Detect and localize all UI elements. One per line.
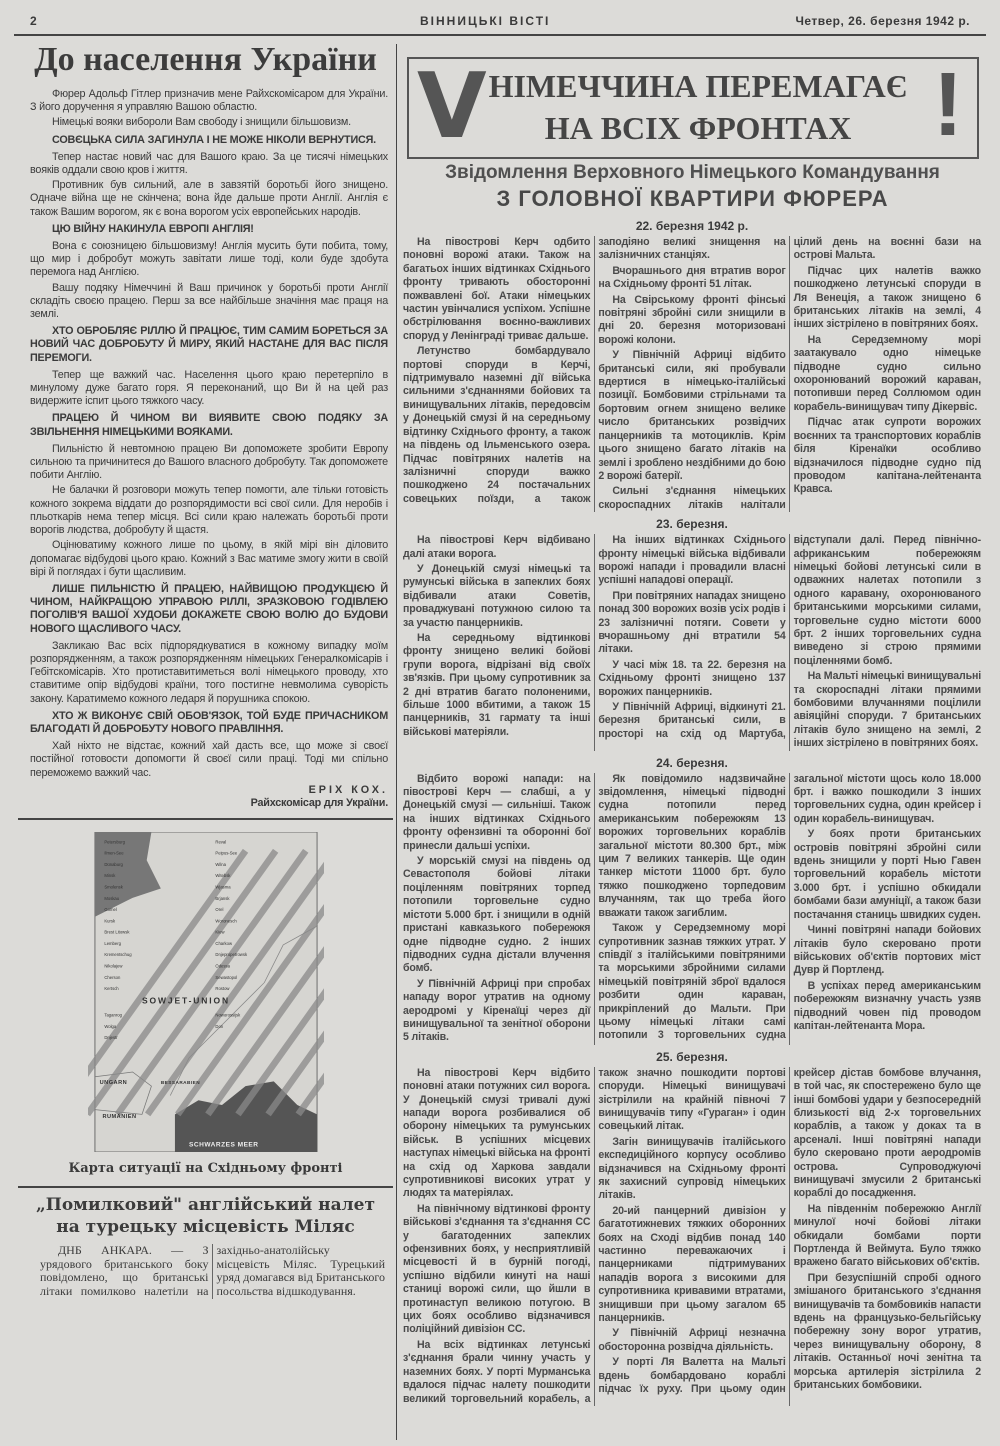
news-title-line1: „Помилковий" англійський налет (36, 1195, 375, 1216)
map-caption: Карта ситуації на Східньому фронті (68, 1161, 343, 1177)
map-label: UNGARN (99, 1080, 128, 1087)
report-section-22 (403, 236, 981, 512)
proclamation-paragraph: Пильністю й невтомною працею Ви допоможете зробити Европу сильною та причинитеся до Вашого власного добробуту. Так допоможете побити Англію. (30, 442, 388, 482)
report-paragraph: Вчорашнього дня втратив ворог на Східньому фронті 51 літак. (598, 264, 786, 291)
map-label: Dnjepropetrowsk (215, 952, 248, 958)
left-column (18, 88, 393, 1299)
exclamation-mark: ! (933, 55, 963, 155)
report-paragraph: Сильні з'єднання німецьких скороспадних літаків налітали цілий день на воєнні бази на острові Мальта. (598, 236, 981, 511)
report-paragraph: У морській смузі на південь од Севастополя бойові літаки поціленням повітряних торпед потопили торговельне судно містоти 5.000 брт. і знищили в одній пристані кавказького побережжя одне підводне судно. 2 інших підводних судна дістали влучення бомб. (403, 855, 591, 975)
news-title-line2: на турецьку місцевість Міляс (56, 1217, 355, 1238)
map-label: Wjasma (215, 884, 231, 890)
map-label: Rostow (215, 986, 230, 992)
report-paragraph: При безуспішній спробі одного змішаного британського з'єднання винищувачів та бомбовиків напасти вдень на французько-бельгійську побережну зону ворог утратив, через винищувальну оборону, 8 літаків. Останньої ночі зенітна та морська артилерія зістрілила 2 британських бомбовики. (793, 1271, 981, 1392)
proclamation-paragraph: Оцінюватиму кожного лише по цьому, в якій мірі він діловито допомагає відбудові цього краю. Кожний з Вас матиме змогу жити в своїй вірі й поглядах і бути щасливим. (30, 539, 388, 578)
map-label: Witebsk (215, 873, 231, 879)
proclamation-slogan: ЛИШЕ ПИЛЬНІСТЮ Й ПРАЦЕЮ, НАЙВИЩОЮ ПРОДУКЦІЄЮ Й ЧИНОМ, НАЙКРАЩОЮ УПРАВОЮ РІЛЛІ, ЗРАЗКОВОЮ ГОДІВЛЕЮ ПОГОЛІВ'Я ВАШОЇ ХУДОБИ ДОКАЖЕТЕ СВОЮ ВОЛЮ ДО БУДОВИ НОВОГО ЩАСЛИВОГО ЧАСУ. (30, 582, 388, 635)
report-subtitle: З ГОЛОВНОЇ КВАРТИРИ ФЮРЕРА (496, 186, 889, 211)
paper-name: ВІННИЦЬКІ ВІСТІ (420, 14, 551, 28)
map-label: Orel (215, 907, 224, 913)
report-paragraph: На півострові Керч одбито поновні ворожі атаки. Також на багатьох інших відтинках Східнього фронту тривають обосторонні пожвавлені бої. Атаки німецьких частин увінчалися успіхом. Успішне обстрілювання воєнно-важливих споруд у Ленінграді триває дальше. (403, 236, 591, 342)
report-paragraph: У порті Ля Валетта на Мальті вдень бомбардовано кораблі підчас їх руху. При цьому один крейсер дістав бомбове влучання, в той час, як спостережено було ще інші бомбові удари у безпосередній близькості від 2-х торговельних кораблів, а також у доках та в арсеналі. Інші повітряні напади було скеровано проти аеродромів острова. Супроводжуючі винищувачі змусили 2 британські кораблі до посадження. (598, 1066, 981, 1396)
map-label: Wilna (215, 862, 226, 868)
map-label: Lemberg (104, 941, 122, 947)
banner-line2: НА ВСІХ ФРОНТАХ (544, 110, 852, 146)
proclamation-paragraph: Фюрер Адольф Гітлер призначив мене Райхскомісаром для України. З його доручення я управляю Вашою областю. (30, 88, 388, 114)
report-paragraph: Як повідомило надзвичайне звідомлення, німецькі підводні судна потопили перед американським побережжям 13 ворожих торговельних кораблів загальної містоти 80.300 брт., між цим 7 великих танкерів. Ще один танкер містоти 11000 брт. було тяжко пошкоджено торпедовим влучанням, так що треба його вважати також загиблим. (598, 772, 786, 919)
report-paragraph: На Мальті німецькі винищувальні та скороспадні літаки прямими бомбовими влучаннями поцілили авіяційні споруди. 7 британських літаків було знищено на землі, 2 інших зістрілено в повітряних боях. (793, 670, 981, 750)
proclamation-slogan: ХТО Ж ВИКОНУЄ СВІЙ ОБОВ'ЯЗОК, ТОЙ БУДЕ ПРИЧАСНИКОМ БЛАГОДАТІ Й ДОБРОБУТУ НОВОГО ПРАВЛІННЯ. (30, 709, 388, 735)
map-label: Krementschug (104, 952, 132, 958)
proclamation-paragraph: Закликаю Вас всіх підпорядкуватися в кожному випадку моїм розпорядженням, а також розпорядженням німецьких Генералкомісарів і Гебітскомісарів. Хто протиставитиметься волі німецького проводу, хто ставитиме опір відбудові країни, того постигне невмолима суворість закону. Каратимемо кожного ледаря й порушника спокою. (30, 639, 388, 705)
map-label: Wolga (104, 1023, 117, 1029)
map-label: Dnjestr (104, 1035, 118, 1041)
masthead-rule (14, 34, 986, 36)
map-label: Nikolajew (104, 963, 123, 969)
news-body (40, 1244, 385, 1298)
signature-name: ЕРІХ КОХ. (308, 783, 388, 796)
report-paragraph: У часі між 18. та 22. березня на Східньому фронті знищено 137 ворожих панцерників. (598, 658, 786, 698)
report-paragraph: 20-ий панцерний дивізіон у багатотижневих тяжких оборонних боях на Сході відбив понад 140 частинно переважаючих і панцерниками підтримуваних нападів ворога з високими для супротивника кривавими втратами, знищивши при цьому загалом 65 панцерників. (598, 1204, 786, 1325)
proclamation-paragraph: Вашу подяку Німеччині й Ваш причинок у боротьбі проти Англії складіть своєю працею. Перш за все найбільше значіння має праця на землі. (30, 281, 388, 321)
section-date: 25. березня. (656, 1049, 728, 1064)
map-label: Kiew (215, 929, 225, 935)
report-body (403, 216, 981, 1410)
report-paragraph: Підчас атак супроти ворожих воєнних та транспортових кораблів біля Кіренаїки особливо відзначилося підводне судно під проводом капітана-лейтенанта Кравса. (793, 416, 981, 496)
report-paragraph: У Північній Африці, відкинуті 21. березня британські сили, в просторі на схід од Мартуба, відступали далі. Перед північно-африканським побережжям німецькі бойові летунські сили в одважних налетах потопили з одного каравану, охоронюваного британськими морськими силами, торговельне судно містоти 6000 брт. 2 інших торговельних судна виведено зі строю прямими поціленнями бомб. (598, 534, 981, 740)
eastern-front-map (88, 832, 324, 1152)
page-number: 2 (30, 14, 38, 28)
map-label: Woronesch (215, 918, 237, 924)
map-label: Gomel (104, 907, 117, 913)
proclamation-paragraph: Вона є союзницею більшовизму! Англія мусить бути побита, тому, що мир і добробут можуть завітати лише тоді, коли буде здобута перемога над Англією. (30, 240, 388, 279)
map-label: Don (215, 1023, 224, 1029)
map-label: Taganrog (104, 1012, 122, 1018)
report-paragraph: Відбито ворожі напади: на півострові Керч — слабші, а у Донецькій смузі — сильніші. Також на інших відтинках Східнього фронту офензивні та оборонні бої принесли дальші успіхи. (403, 772, 591, 852)
proclamation-slogan: ПРАЦЕЮ Й ЧИНОМ ВИ ВИЯВИТЕ СВОЮ ПОДЯКУ ЗА ЗВІЛЬНЕННЯ НІМЕЦЬКИМИ ВОЯКАМИ. (30, 412, 388, 438)
report-section-23 (403, 534, 981, 751)
proclamation-paragraph: Тепер настає новий час для Вашого краю. За це тисячі німецьких вояків оддали свою кров і життя. (30, 150, 388, 177)
report-paragraph: У Донецькій смузі німецькі та румунські війська в запеклих боях відбивали атаки Советів, проваджувані потужною силою та за участю панцерників. (403, 562, 591, 629)
proclamation-paragraph: Хай ніхто не відстає, кожний хай дасть все, що може зі своєї постійної готовости допомогти й своєї сили праці. Тоді ми спільно переможемо важкий час. (30, 740, 388, 779)
map-label: Peipus-See (215, 850, 238, 856)
report-paragraph: На півострові Керч відбивано далі атаки ворога. (403, 534, 591, 560)
map-label: RUMÄNIEN (102, 1114, 137, 1121)
section-date: 23. березня. (656, 517, 728, 532)
map-label: Noworossijsk (215, 1012, 241, 1018)
victory-banner (407, 54, 979, 159)
map-label: Moskau (104, 895, 120, 901)
report-paragraph: Також у Середземному морі супротивник зазнав тяжких утрат. У співдії з італійськими повітряними та морськими збройними силами німецькій повітряній зброї вдалося розбити один караван, прикріплений до Мальти. При цьому німецькі літаки самі потопили 3 торговельних судна загальної містоти щось коло 18.000 брт. і важко пошкодили 3 інших торговельних судна, один крейсер і один корабель-винищувач. (598, 772, 981, 1042)
report-paragraph: Підчас цих налетів важко пошкоджено летунські споруди в Ля Венеція, а також знищено 6 британських літаків на землі, 4 інших зістрілено в повітряних боях. (793, 264, 981, 331)
report-paragraph: В успіхах перед американським побережжям визначну участь узяв підводний човен під проводом капітан-лейтенанта Мора. (793, 979, 981, 1032)
issue-date: Четвер, 26. березня 1942 р. (795, 14, 970, 28)
map-label: Smolensk (104, 884, 123, 890)
report-paragraph: На інших відтинках Східнього фронту німецькі війська відбивали ворожі напади і провадили власні успішні нападові операції. (598, 534, 786, 587)
map-label: Kertsch (104, 986, 119, 992)
section-date: 22. березня 1942 р. (635, 219, 749, 233)
report-paragraph: На північному відтинкові фронту військові з'єднання та з'єднання СС у багатоденних запеклих офензивних боях, у несприятливій місцевості й в бурній погоді, успішно відбили кинуті на наші станиці ворожі сили, що йшли в протинаступ великою потугою. В цих боях особливо відзначився поліційний дивізіон СС. (403, 1202, 591, 1336)
report-paragraph: На півострові Керч відбито поновні атаки потужних сил ворога. У Донецькій смузі тривалі дужі напади ворога розбивалися об оборону німецьких та румунських військ. В успішних місцевих наступах німецькі війська на фронті на схід од Харкова завдали супротивникові високих утрат у людях та матеріялах. (403, 1066, 591, 1200)
report-paragraph: На всіх відтинках летунські з'єднання брали чинну участь у наземних боях. У порті Мурманська вдалося підчас налету пошкодити великий торговельний корабель, а також значно пошкодити портові споруди. Німецькі винищувачі зістрілили на крайній півночі 7 винищувачів типу «Гураган» і один совецький літак. (403, 1066, 786, 1405)
report-section-24 (403, 773, 981, 1045)
map-label: Kursk (104, 918, 116, 924)
proclamation-paragraph: Не балачки й розговори можуть тепер помогти, але тільки готовість кожного зокрема віддати до розпорядимости всі свої сили. Для неробів і пльоткарів нема тепер місця. Всі сили краю належать боротьбі проти ворогів людства, добробуту й щастя. (30, 484, 388, 537)
map-label: Dünaburg (104, 862, 123, 868)
report-section-25 (403, 1067, 981, 1406)
report-paragraph: На Середземному морі заатакувало одно німецьке підводне судно сильно охоронюваний ворожий караван, потопивши перед Соллюмом один корабель-винищувач типу Дікервіс. (793, 333, 981, 413)
map-label: SOWJET-UNION (142, 995, 230, 1006)
report-paragraph: У Північній Африці при спробах нападу ворог утратив на одному аеродромі у Кіренаїці через дії винищувальної та зенітної оборони 5 літаків. (403, 977, 591, 1044)
report-paragraph: На середньому відтинкові фронту знищено великі бойові групи ворога, відрізані від своїх зв'язків. При цьому супротивник за 2 дні втратив багато полоненими, більше 1000 вбитими, а також 15 панцерників, 31 гармату та інші військові матеріяли. (403, 631, 591, 738)
report-paragraph: Летунство бомбардувало портові споруди в Керчі, підтримувало наземні дії війська сильними з'єднаннями бойових та винищувальних літаків, передовсім у Донецькій смузі й на середньому відтинку Східнього фронту, а також на південь од Ільменського озера. Підчас повітряних налетів на залізничні споруди важко пошкоджено 24 постачальних совецьких поїзди, а також заподіяно великі знищення на залізничних станціях. (403, 236, 786, 505)
proclamation-slogan: СОВЄЦЬКА СИЛА ЗАГИНУЛА І НЕ МОЖЕ НІКОЛИ ВЕРНУТИСЯ. (52, 133, 376, 146)
map-label: Reval (215, 839, 227, 845)
report-paragraph: Чинні повітряні напади бойових літаків було скеровано проти військових об'єктів портових міст Дувр й Портленд. (793, 924, 981, 977)
proclamation-paragraph: Німецькі вояки виборoли Вам свободу і знищили більшовизм. (52, 116, 351, 129)
report-paragraph: На Свірському фронті фінські повітряні збройні сили знищили в дні 20. березня моторизовані ворожі колони. (598, 293, 786, 346)
section-date: 24. березня. (656, 755, 728, 770)
section-rule (18, 1186, 393, 1188)
news-text: ДНБ АНКАРА. — З урядового британського боку повідомлено, що британські літаки помилково налетіли на західньо-анатолійську місцевість Міляс. Турецький уряд домагався від Британського посольства відшкодування. (40, 1243, 385, 1298)
proclamation-paragraph: Тепер ще важкий час. Населення цього краю перетерпіло в минулому дуже багато горя. Я переконаний, що Ви й на цей раз видержите іспит цього тяжкого часу. (30, 368, 388, 408)
report-paragraph: При повітряних нападах знищено понад 300 ворожих возів усіх родів і 23 залізничні потяги. Совети у вчорашньому дні втратили 54 літаки. (598, 589, 786, 656)
banner-line1: НІМЕЧЧИНА ПЕРЕМАГАЄ (488, 68, 908, 104)
report-paragraph: Загін винищувачів італійського експедиційного корпусу особливо відзначився на Східньому фронті як захисний супровід німецьких літаків. (598, 1135, 786, 1202)
map-label: Brest Litowsk (104, 929, 130, 935)
map-label: Charkow (215, 941, 233, 947)
signature-title: Райхскомісар для України. (250, 796, 388, 809)
proclamation-title: До населення України (34, 41, 377, 78)
proclamation-body (30, 88, 388, 810)
report-paragraph: У Північній Африці незначна обосторонна розвідча діяльність. (598, 1327, 786, 1353)
report-paragraph: У Північній Африці відбито британські сили, які пробували вдертися в німецько-італійські позиції. Бомбовими стрільнами та бортовим огнем знищено велике число британських розвідчих панцерників та мотоциклів. Крім цього знищено багато літаків на землі і зроблено нездібними до бою 2 ворожі батерії. (598, 349, 786, 482)
map-label: Odessa (215, 963, 230, 969)
v-mark: V (417, 54, 487, 159)
report-paragraph: У боях проти британських островів повітряні збройні сили вдень знищили у порті Нью Гавен торговельний корабель містоти 3.000 брт. і успішно обкидали бомбами бази амуніції, а також бази постачання станиць швидких суден. (793, 828, 981, 921)
map-label: Cherson (104, 974, 121, 980)
report-paragraph: На південнім побережжю Англії минулої ночі бойові літаки обкидали бомбами порти Портленда й Веймута. Було тяжко вражено багато військових об'єктів. (793, 1202, 981, 1269)
map-label: SCHWARZES MEER (189, 1141, 259, 1149)
map-label: Petersburg (104, 839, 125, 845)
section-rule (18, 818, 393, 820)
map-label: Sewastopol (215, 974, 238, 980)
report-title: Звідомлення Верховного Німецького Командування (445, 162, 940, 183)
proclamation-paragraph: Противник був сильний, але в завзятій боротьбі його знищено. Одначе війна ще не скінчена; вона йде дальше проти Англії. Англія є також Вашим ворогом, як є вона ворогом усіх европейських народів. (30, 179, 388, 218)
map-label: Brjansk (215, 895, 230, 901)
proclamation-slogan: ЦЮ ВІЙНУ НАКИНУЛА ЕВРОПІ АНГЛІЯ! (52, 222, 254, 235)
proclamation-slogan: ХТО ОБРОБЛЯЄ РІЛЛЮ Й ПРАЦЮЄ, ТИМ САМИМ БОРЕТЬСЯ ЗА НОВИЙ ЧАС ДОБРОБУТУ Й МИРУ, ЯКИЙ НАСТАНЕ ДЛЯ ВАС ПІСЛЯ ПЕРЕМОГИ. (30, 325, 388, 364)
map-label: Ilmen-See (104, 850, 124, 856)
column-divider (396, 44, 397, 1440)
map-label: BESSARABIEN (160, 1080, 201, 1086)
map-label: Minsk (104, 873, 116, 879)
